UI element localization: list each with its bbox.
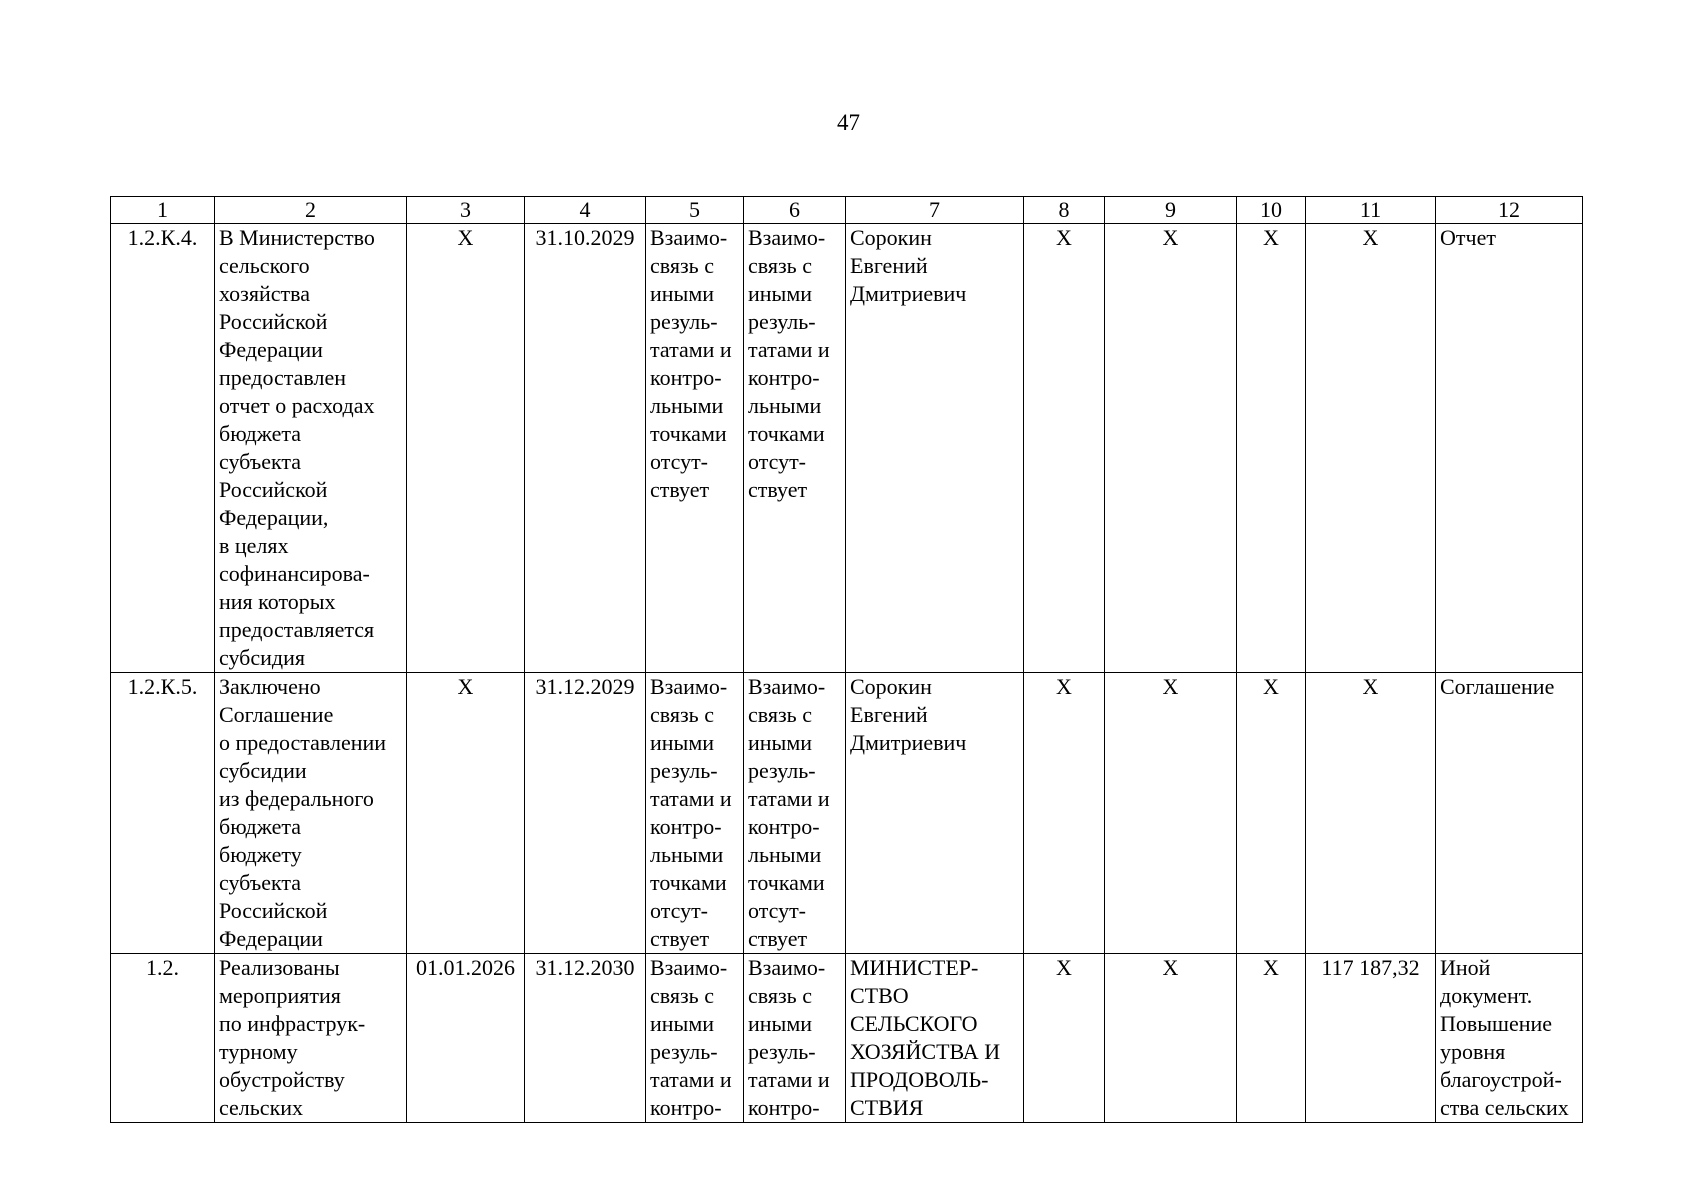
responsible-person: Сорокин Евгений Дмитриевич — [846, 224, 1024, 673]
column-number: 5 — [646, 197, 744, 224]
row-code: 1.2.К.4. — [111, 224, 215, 673]
value-cell: Х — [1105, 673, 1237, 954]
row-code: 1.2. — [111, 954, 215, 1123]
relation-cell: Взаимо- связь с иными резуль- татами и контро- льными точками отсут- ствует — [744, 224, 846, 673]
value-cell: Х — [1105, 224, 1237, 673]
column-number: 4 — [525, 197, 646, 224]
start-date: 01.01.2026 — [407, 954, 525, 1123]
value-cell: Х — [1024, 673, 1105, 954]
row-code: 1.2.К.5. — [111, 673, 215, 954]
row-description: В Министерство сельского хозяйства Российской Федерации предоставлен отчет о расходах бюджета субъекта Российской Федерации, в целях софинансирова- ния которых предоставляется субсидия — [215, 224, 407, 673]
document-type: Соглашение — [1436, 673, 1583, 954]
table-row — [111, 673, 1583, 954]
column-number: 12 — [1436, 197, 1583, 224]
plan-table — [110, 196, 1583, 1123]
table-row — [111, 224, 1583, 673]
end-date: 31.12.2030 — [525, 954, 646, 1123]
column-number: 7 — [846, 197, 1024, 224]
row-description: Реализованы мероприятия по инфраструк- турному обустройству сельских — [215, 954, 407, 1123]
amount-cell: 117 187,32 — [1306, 954, 1436, 1123]
value-cell: Х — [1105, 954, 1237, 1123]
relation-cell: Взаимо- связь с иными резуль- татами и контро- льными точками отсут- ствует — [646, 673, 744, 954]
start-date: Х — [407, 224, 525, 673]
value-cell: Х — [1024, 954, 1105, 1123]
column-number: 2 — [215, 197, 407, 224]
end-date: 31.10.2029 — [525, 224, 646, 673]
relation-cell: Взаимо- связь с иными резуль- татами и контро- льными точками отсут- ствует — [646, 224, 744, 673]
column-number-row — [111, 197, 1583, 224]
value-cell: Х — [1237, 673, 1306, 954]
value-cell: Х — [1024, 224, 1105, 673]
relation-cell: Взаимо- связь с иными резуль- татами и контро- — [646, 954, 744, 1123]
table-row — [111, 954, 1583, 1123]
value-cell: Х — [1237, 954, 1306, 1123]
amount-cell: Х — [1306, 673, 1436, 954]
document-type: Иной документ. Повышение уровня благоустрой- ства сельских — [1436, 954, 1583, 1123]
column-number: 8 — [1024, 197, 1105, 224]
start-date: Х — [407, 673, 525, 954]
column-number: 1 — [111, 197, 215, 224]
row-description: Заключено Соглашение о предоставлении субсидии из федерального бюджета бюджету субъекта Российской Федерации — [215, 673, 407, 954]
column-number: 11 — [1306, 197, 1436, 224]
column-number: 6 — [744, 197, 846, 224]
relation-cell: Взаимо- связь с иными резуль- татами и контро- льными точками отсут- ствует — [744, 673, 846, 954]
column-number: 10 — [1237, 197, 1306, 224]
end-date: 31.12.2029 — [525, 673, 646, 954]
relation-cell: Взаимо- связь с иными резуль- татами и контро- — [744, 954, 846, 1123]
amount-cell: Х — [1306, 224, 1436, 673]
page-number: 47 — [837, 110, 860, 135]
value-cell: Х — [1237, 224, 1306, 673]
responsible-person: Сорокин Евгений Дмитриевич — [846, 673, 1024, 954]
document-type: Отчет — [1436, 224, 1583, 673]
responsible-organization: МИНИСТЕР- СТВО СЕЛЬСКОГО ХОЗЯЙСТВА И ПРОДОВОЛЬ- СТВИЯ — [846, 954, 1024, 1123]
column-number: 9 — [1105, 197, 1237, 224]
column-number: 3 — [407, 197, 525, 224]
